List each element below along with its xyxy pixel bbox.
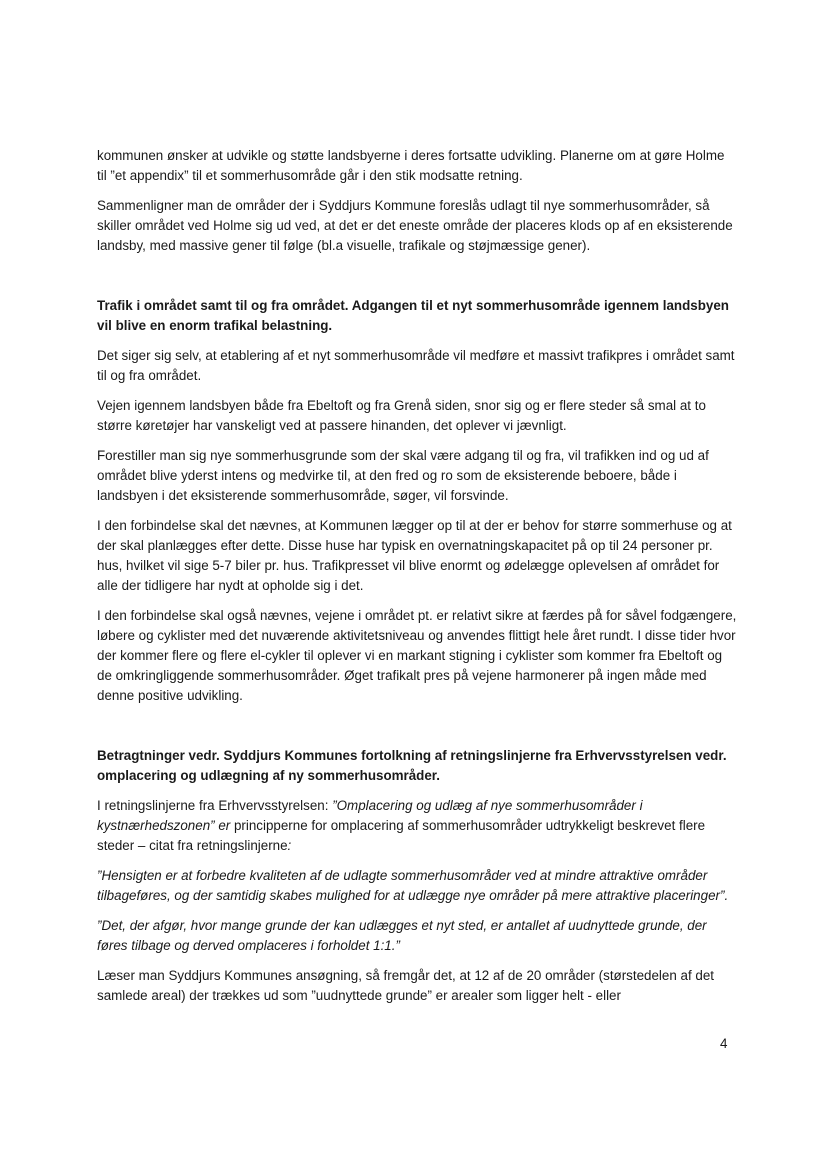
retningslinjer-title: ”Omplacering og udlæg af nye sommerhusområder i kystnærhedszonen” er	[97, 798, 643, 833]
retningslinjer-rest: principperne for omplacering af sommerhusområder udtrykkeligt beskrevet flere steder – citat fra retningslinjerne	[97, 818, 706, 853]
paragraph-landsby-udvikling: kommunen ønsker at udvikle og støtte landsbyerne i deres fortsatte udvikling. Planerne om at gøre Holme til ”et appendix” til et sommerhusområde går i den stik modsatte retning.	[97, 148, 725, 183]
paragraph-retningslinjer	[97, 796, 737, 856]
section-spacer	[97, 266, 737, 296]
paragraph-trafikpres: Det siger sig selv, at etablering af et nyt sommerhusområde vil medføre et massivt trafikpres i området samt til og fra området.	[97, 348, 735, 383]
retningslinjer-intro: I retningslinjerne fra Erhvervsstyrelsen:	[97, 798, 333, 813]
section-spacer	[97, 716, 737, 746]
paragraph-vejen: Vejen igennem landsbyen både fra Ebeltoft og fra Grenå siden, snor sig og er flere steder så smal at to større køretøjer har vanskeligt ved at passere hinanden, det oplever vi jævnligt.	[97, 398, 706, 433]
heading-betragtninger: Betragtninger vedr. Syddjurs Kommunes fortolkning af retningslinjerne fra Erhvervsstyrelsen vedr. omplacering og udlægning af ny sommerhusområder.	[97, 748, 727, 783]
quote-hensigten: ”Hensigten er at forbedre kvaliteten af de udlagte sommerhusområder ved at mindre attraktive områder tilbageføres, og der samtidig skabes mulighed for at udlægge nye områder på mere attraktive placeringer”.	[97, 868, 729, 903]
page-number: 4	[720, 1036, 728, 1051]
paragraph-stoerre-sommerhuse: I den forbindelse skal det nævnes, at Kommunen lægger op til at der er behov for større sommerhuse og at der skal planlægges efter dette. Disse huse har typisk en overnatningskapacitet på op til 24 personer pr. hus, hvilket vil sige 5-7 biler pr. hus. Trafikpresset vil blive enormt og ødelægge oplevelsen af området for alle der tidligere har nydt at opholde sig i det.	[97, 518, 732, 593]
paragraph-ansoegning: Læser man Syddjurs Kommunes ansøgning, så fremgår det, at 12 af de 20 områder (størstedelen af det samlede areal) der trækkes ud som ”uudnyttede grunde” er arealer som ligger helt - eller	[97, 968, 715, 1003]
paragraph-forestiller: Forestiller man sig nye sommerhusgrunde som der skal være adgang til og fra, vil trafikken ind og ud af området blive yderst intens og medvirke til, at den fred og ro som de eksisterende beboere, både i landsbyen i det eksisterende sommerhusområde, søger, vil forsvinde.	[97, 448, 709, 503]
document-body	[97, 146, 737, 1016]
paragraph-sammenligning: Sammenligner man de områder der i Syddjurs Kommune foreslås udlagt til nye sommerhusområder, så skiller området ved Holme sig ud ved, at det er det eneste område der placeres klods op af en eksisterende landsby, med massive gener til følge (bl.a visuelle, trafikale og støjmæssige gener).	[97, 198, 733, 253]
heading-trafik: Trafik i området samt til og fra området. Adgangen til et nyt sommerhusområde igennem landsbyen vil blive en enorm trafikal belastning.	[97, 298, 729, 333]
retningslinjer-colon: :	[287, 838, 292, 853]
paragraph-cyklister: I den forbindelse skal også nævnes, vejene i området pt. er relativt sikre at færdes på for såvel fodgængere, løbere og cyklister med det nuværende aktivitetsniveau og anvendes flittigt hele året rundt. I disse tider hvor der kommer flere og flere el-cykler til oplever vi en markant stigning i cyklister som kommer fra Ebeltoft og de omkringliggende sommerhusområder. Øget trafikalt pres på vejene harmonerer på ingen måde med denne positive udvikling.	[97, 608, 737, 703]
quote-grunde: ”Det, der afgør, hvor mange grunde der kan udlægges et nyt sted, er antallet af uudnyttede grunde, der føres tilbage og derved omplaceres i forholdet 1:1.”	[97, 918, 707, 953]
